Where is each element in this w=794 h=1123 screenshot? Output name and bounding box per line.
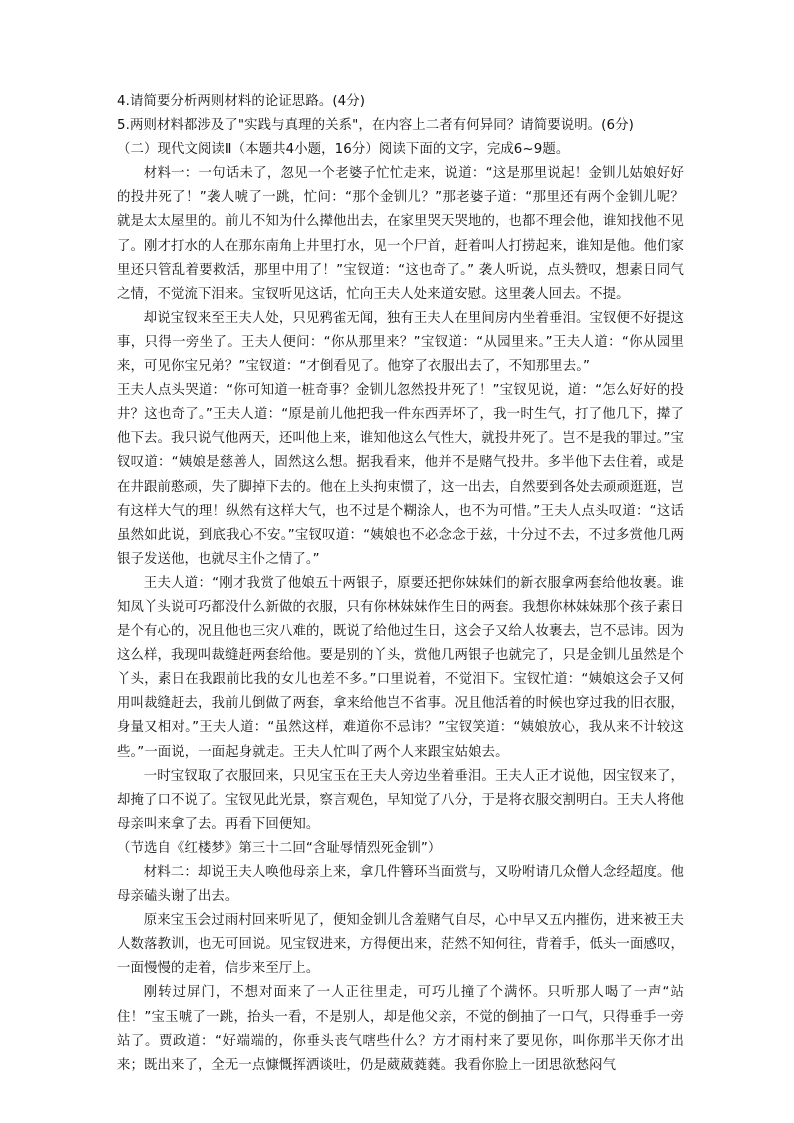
material-one-paragraph-4: 王夫人道：“刚才我赏了他娘五十两银子，原要还把你妹妹们的新衣服拿两套给他妆裹。谁知凤丫头说可巧都没什么新做的衣服，只有你林妹妹作生日的两套。我想你林妹妹那个孩子素日是个有心的，况且他也三灾八难的，既说了给他过生日，这会子又给人妆裹去，岂不忌讳。因为这么样，我现叫裁缝赶两套给他。要是别的丫头，赏他几两银子也就完了，只是金钏儿虽然是个丫头，素日在我跟前比我的女儿也差不多。”口里说着，不觉泪下。宝钗忙道：“姨娘这会子又何用叫裁缝赶去，我前儿倒做了两套，拿来给他岂不省事。况且他活着的时候也穿过我的旧衣服，身量又相对。”王夫人道：“虽然这样，难道你不忌讳？”宝钗笑道：“姨娘放心，我从来不计较这些。”一面说，一面起身就走。王夫人忙叫了两个人来跟宝姑娘去。 — [117, 575, 684, 760]
question-5: 5.两则材料都涉及了"实践与真理的关系"，在内容上二者有何异同？请简要说明。(6分) — [117, 118, 634, 134]
material-one-paragraph-3: 王夫人点头哭道：“你可知道一桩奇事？金钏儿忽然投井死了！”宝钗见说，道：“怎么好好的投井？这也奇了。”王夫人道：“原是前儿他把我一件东西弄坏了，我一时生气，打了他几下，撵了他下去。我只说气他两天，还叫他上来，谁知他这么气性大，就投井死了。岂不是我的罪过。”宝钗叹道：“姨娘是慈善人，固然这么想。据我看来，他并不是赌气投井。多半他下去住着，或是在井跟前憨顽，失了脚掉下去的。他在上头拘束惯了，这一出去，自然要到各处去顽顽逛逛，岂有这样大气的理！纵然有这样大气，也不过是个糊涂人，也不为可惜。”王夫人点头叹道：“这话虽然如此说，到底我心不安。”宝钗叹道：“姨娘也不必念念于兹，十分过不去，不过多赏他几两银子发送他，也就尽主仆之情了。” — [117, 383, 684, 567]
question-4: 4.请简要分析两则材料的论证思路。(4分) — [117, 94, 366, 109]
document-page — [117, 90, 684, 1078]
material-two-paragraph-1: 材料二：却说王夫人唤他母亲上来，拿几件簪环当面赏与，又吩咐请几众僧人念经超度。他母亲磕头谢了出去。 — [117, 865, 684, 905]
material-one-paragraph-1: 材料一：一句话未了，忽见一个老婆子忙忙走来，说道：“这是那里说起！金钏儿姑娘好好的投井死了！”袭人唬了一跳，忙问：“那个金钏儿？”那老婆子道：“那里还有两个金钏儿呢？就是太太屋里的。前儿不知为什么撵他出去，在家里哭天哭地的，也都不理会他，谁知找他不见了。刚才打水的人在那东南角上井里打水，见一个尸首，赶着叫人打捞起来，谁知是他。他们家里还只管乱着要救活，那里中用了！”宝钗道：“这也奇了。” 袭人听说，点头赞叹，想素日同气之情，不觉流下泪来。宝钗听见这话，忙向王夫人处来道安慰。这里袭人回去。不提。 — [117, 166, 684, 302]
material-two-paragraph-2: 原来宝玉会过雨村回来听见了，便知金钏儿含羞赌气自尽，心中早又五内摧伤，进来被王夫人数落教训，也无可回说。见宝钗进来，方得便出来，茫然不知何往，背着手，低头一面感叹，一面慢慢的走着，信步来至厅上。 — [117, 913, 684, 977]
material-one-paragraph-5: 一时宝钗取了衣服回来，只见宝玉在王夫人旁边坐着垂泪。王夫人正才说他，因宝钗来了，却掩了口不说了。宝钗见此光景，察言观色，早知觉了八分，于是将衣服交割明白。王夫人将他母亲叫来拿了去。再看下回便知。 — [117, 768, 684, 832]
material-two-paragraph-3: 刚转过屏门，不想对面来了一人正往里走，可巧儿撞了个满怀。只听那人喝了一声“站住！”宝玉唬了一跳，抬头一看，不是别人，却是他父亲，不觉的倒抽了一口气，只得垂手一旁站了。贾政道：“好端端的，你垂头丧气嗐些什么？方才雨村来了要见你，叫你那半天你才出来；既出来了，全无一点慷慨挥洒谈吐，仍是葳葳蕤蕤。我看你脸上一团思欲愁闷气 — [117, 985, 684, 1073]
material-one-paragraph-2: 却说宝钗来至王夫人处，只见鸦雀无闻，独有王夫人在里间房内坐着垂泪。宝钗便不好提这事，只得一旁坐了。王夫人便问：“你从那里来？”宝钗道：“从园里来。”王夫人道：“你从园里来，可见你宝兄弟？”宝钗道：“才倒看见了。他穿了衣服出去了，不知那里去。” — [117, 310, 684, 375]
material-one-source: （节选自《红楼梦》第三十二回“含耻辱情烈死金钏”） — [117, 840, 442, 856]
section-heading: （二）现代文阅读Ⅱ（本题共4小题，16分）阅读下面的文字，完成6~9题。 — [117, 142, 570, 158]
